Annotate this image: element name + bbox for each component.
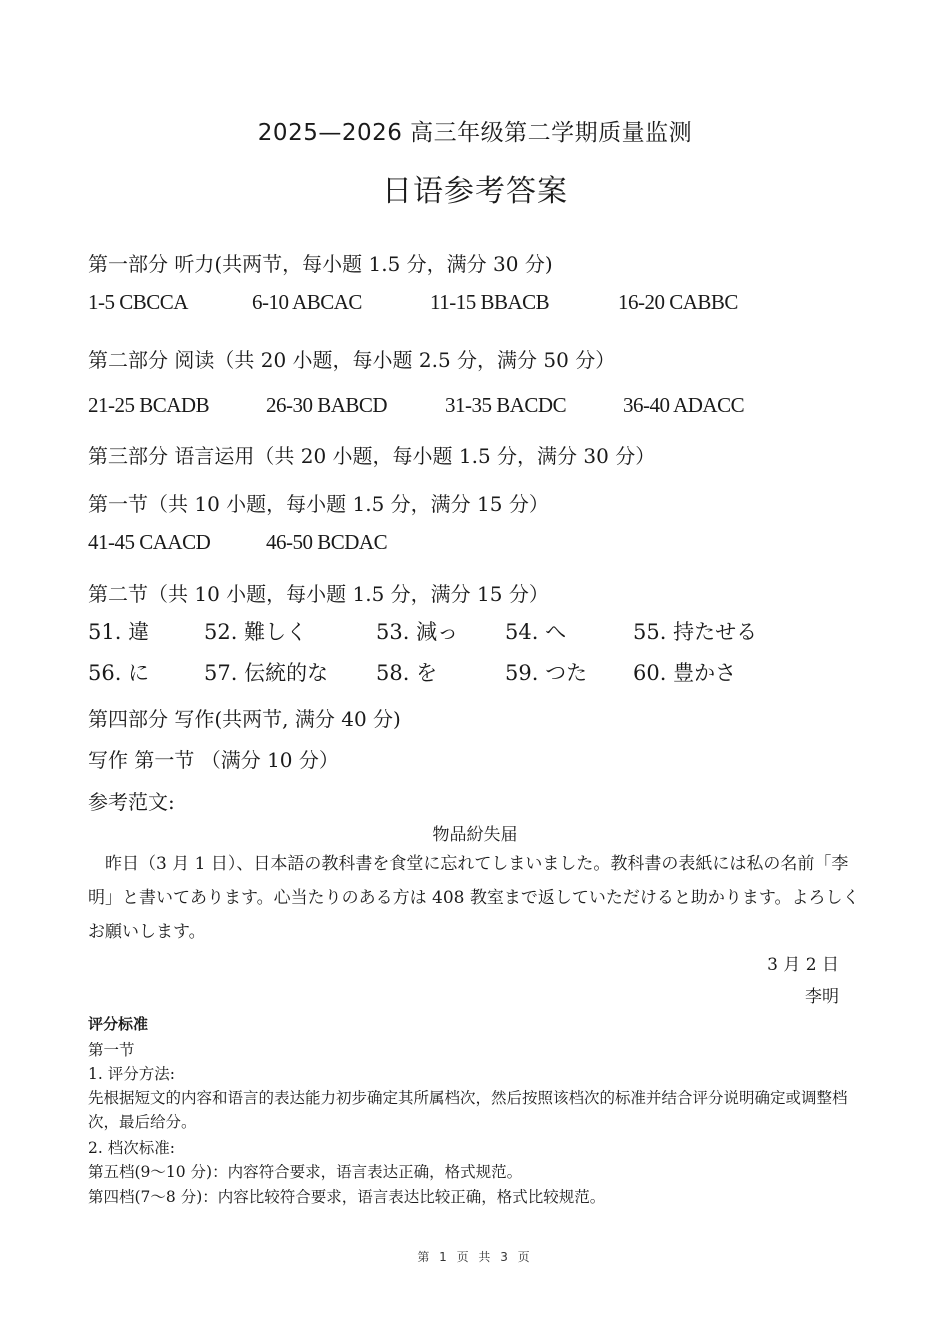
- part1-heading: 第一部分 听力(共两节，每小题 1.5 分，满分 30 分): [88, 252, 553, 276]
- page-number: 第 1 页 共 3 页: [417, 1250, 533, 1264]
- answer-group: 31-35 BACDC: [445, 393, 567, 417]
- part3-section1-heading: 第一节（共 10 小题，每小题 1.5 分，满分 15 分）: [88, 492, 549, 516]
- essay-paragraph: 昨日（3 月 1 日）、日本語の教科書を食堂に忘れてしまいました。教科書の表紙には私の名前「李明」と書いてあります。心当たりのある方は 408 教室まで返していただけると助かります。よろしくお願いします。: [88, 854, 860, 942]
- grading-level: 第五档(9～10 分)：内容符合要求，语言表达正确，格式规范。: [88, 1163, 523, 1181]
- fill-answer: 52. 難しく: [204, 620, 308, 644]
- answer-group: 36-40 ADACC: [623, 393, 745, 417]
- answer-group: 16-20 CABBC: [618, 290, 738, 314]
- fill-answer: 57. 伝統的な: [204, 661, 329, 685]
- fill-answer: 54. へ: [505, 620, 567, 644]
- answer-group: 46-50 BCDAC: [266, 530, 388, 554]
- answer-group: 6-10 ABCAC: [252, 290, 362, 314]
- sample-essay-label: 参考范文:: [88, 790, 175, 814]
- grading-levels-label: 2. 档次标准:: [88, 1139, 175, 1157]
- answer-group: 21-25 BCADB: [88, 393, 210, 417]
- fill-answer: 51. 違: [88, 620, 150, 644]
- fill-answer: 58. を: [376, 661, 438, 685]
- essay-date: 3 月 2 日: [767, 955, 839, 975]
- document-title: 2025—2026 高三年级第二学期质量监测: [257, 120, 693, 146]
- grading-method-text: 先根据短文的内容和语言的表达能力初步确定其所属档次，然后按照该档次的标准并结合评分说明确定或调整档次，最后给分。: [88, 1089, 848, 1131]
- essay-body: [88, 847, 868, 949]
- grading-method-label: 1. 评分方法:: [88, 1065, 175, 1083]
- answer-group: 26-30 BABCD: [266, 393, 388, 417]
- document-subtitle: 日语参考答案: [382, 174, 568, 209]
- essay-signature: 李明: [805, 987, 839, 1007]
- part3-heading: 第三部分 语言运用（共 20 小题，每小题 1.5 分，满分 30 分）: [88, 444, 656, 468]
- grading-level: 第四档(7～8 分)：内容比较符合要求，语言表达比较正确，格式比较规范。: [88, 1188, 606, 1206]
- part4-heading: 第四部分 写作(共两节, 满分 40 分): [88, 707, 401, 731]
- grading-section: 第一节: [88, 1041, 135, 1059]
- part2-heading: 第二部分 阅读（共 20 小题，每小题 2.5 分，满分 50 分）: [88, 348, 616, 372]
- fill-answer: 55. 持たせる: [633, 620, 758, 644]
- answer-group: 1-5 CBCCA: [88, 290, 188, 314]
- part3-section2-heading: 第二节（共 10 小题，每小题 1.5 分，满分 15 分）: [88, 582, 549, 606]
- essay-title: 物品紛失届: [432, 825, 518, 845]
- writing-section1-heading: 写作 第一节 （满分 10 分）: [88, 748, 339, 772]
- fill-answer: 60. 豊かさ: [633, 661, 737, 685]
- fill-answer: 53. 減っ: [376, 620, 459, 644]
- answer-group: 11-15 BBACB: [430, 290, 550, 314]
- fill-answer: 56. に: [88, 661, 150, 685]
- answer-group: 41-45 CAACD: [88, 530, 211, 554]
- fill-answer: 59. つた: [505, 661, 588, 685]
- grading-heading: 评分标准: [88, 1015, 149, 1033]
